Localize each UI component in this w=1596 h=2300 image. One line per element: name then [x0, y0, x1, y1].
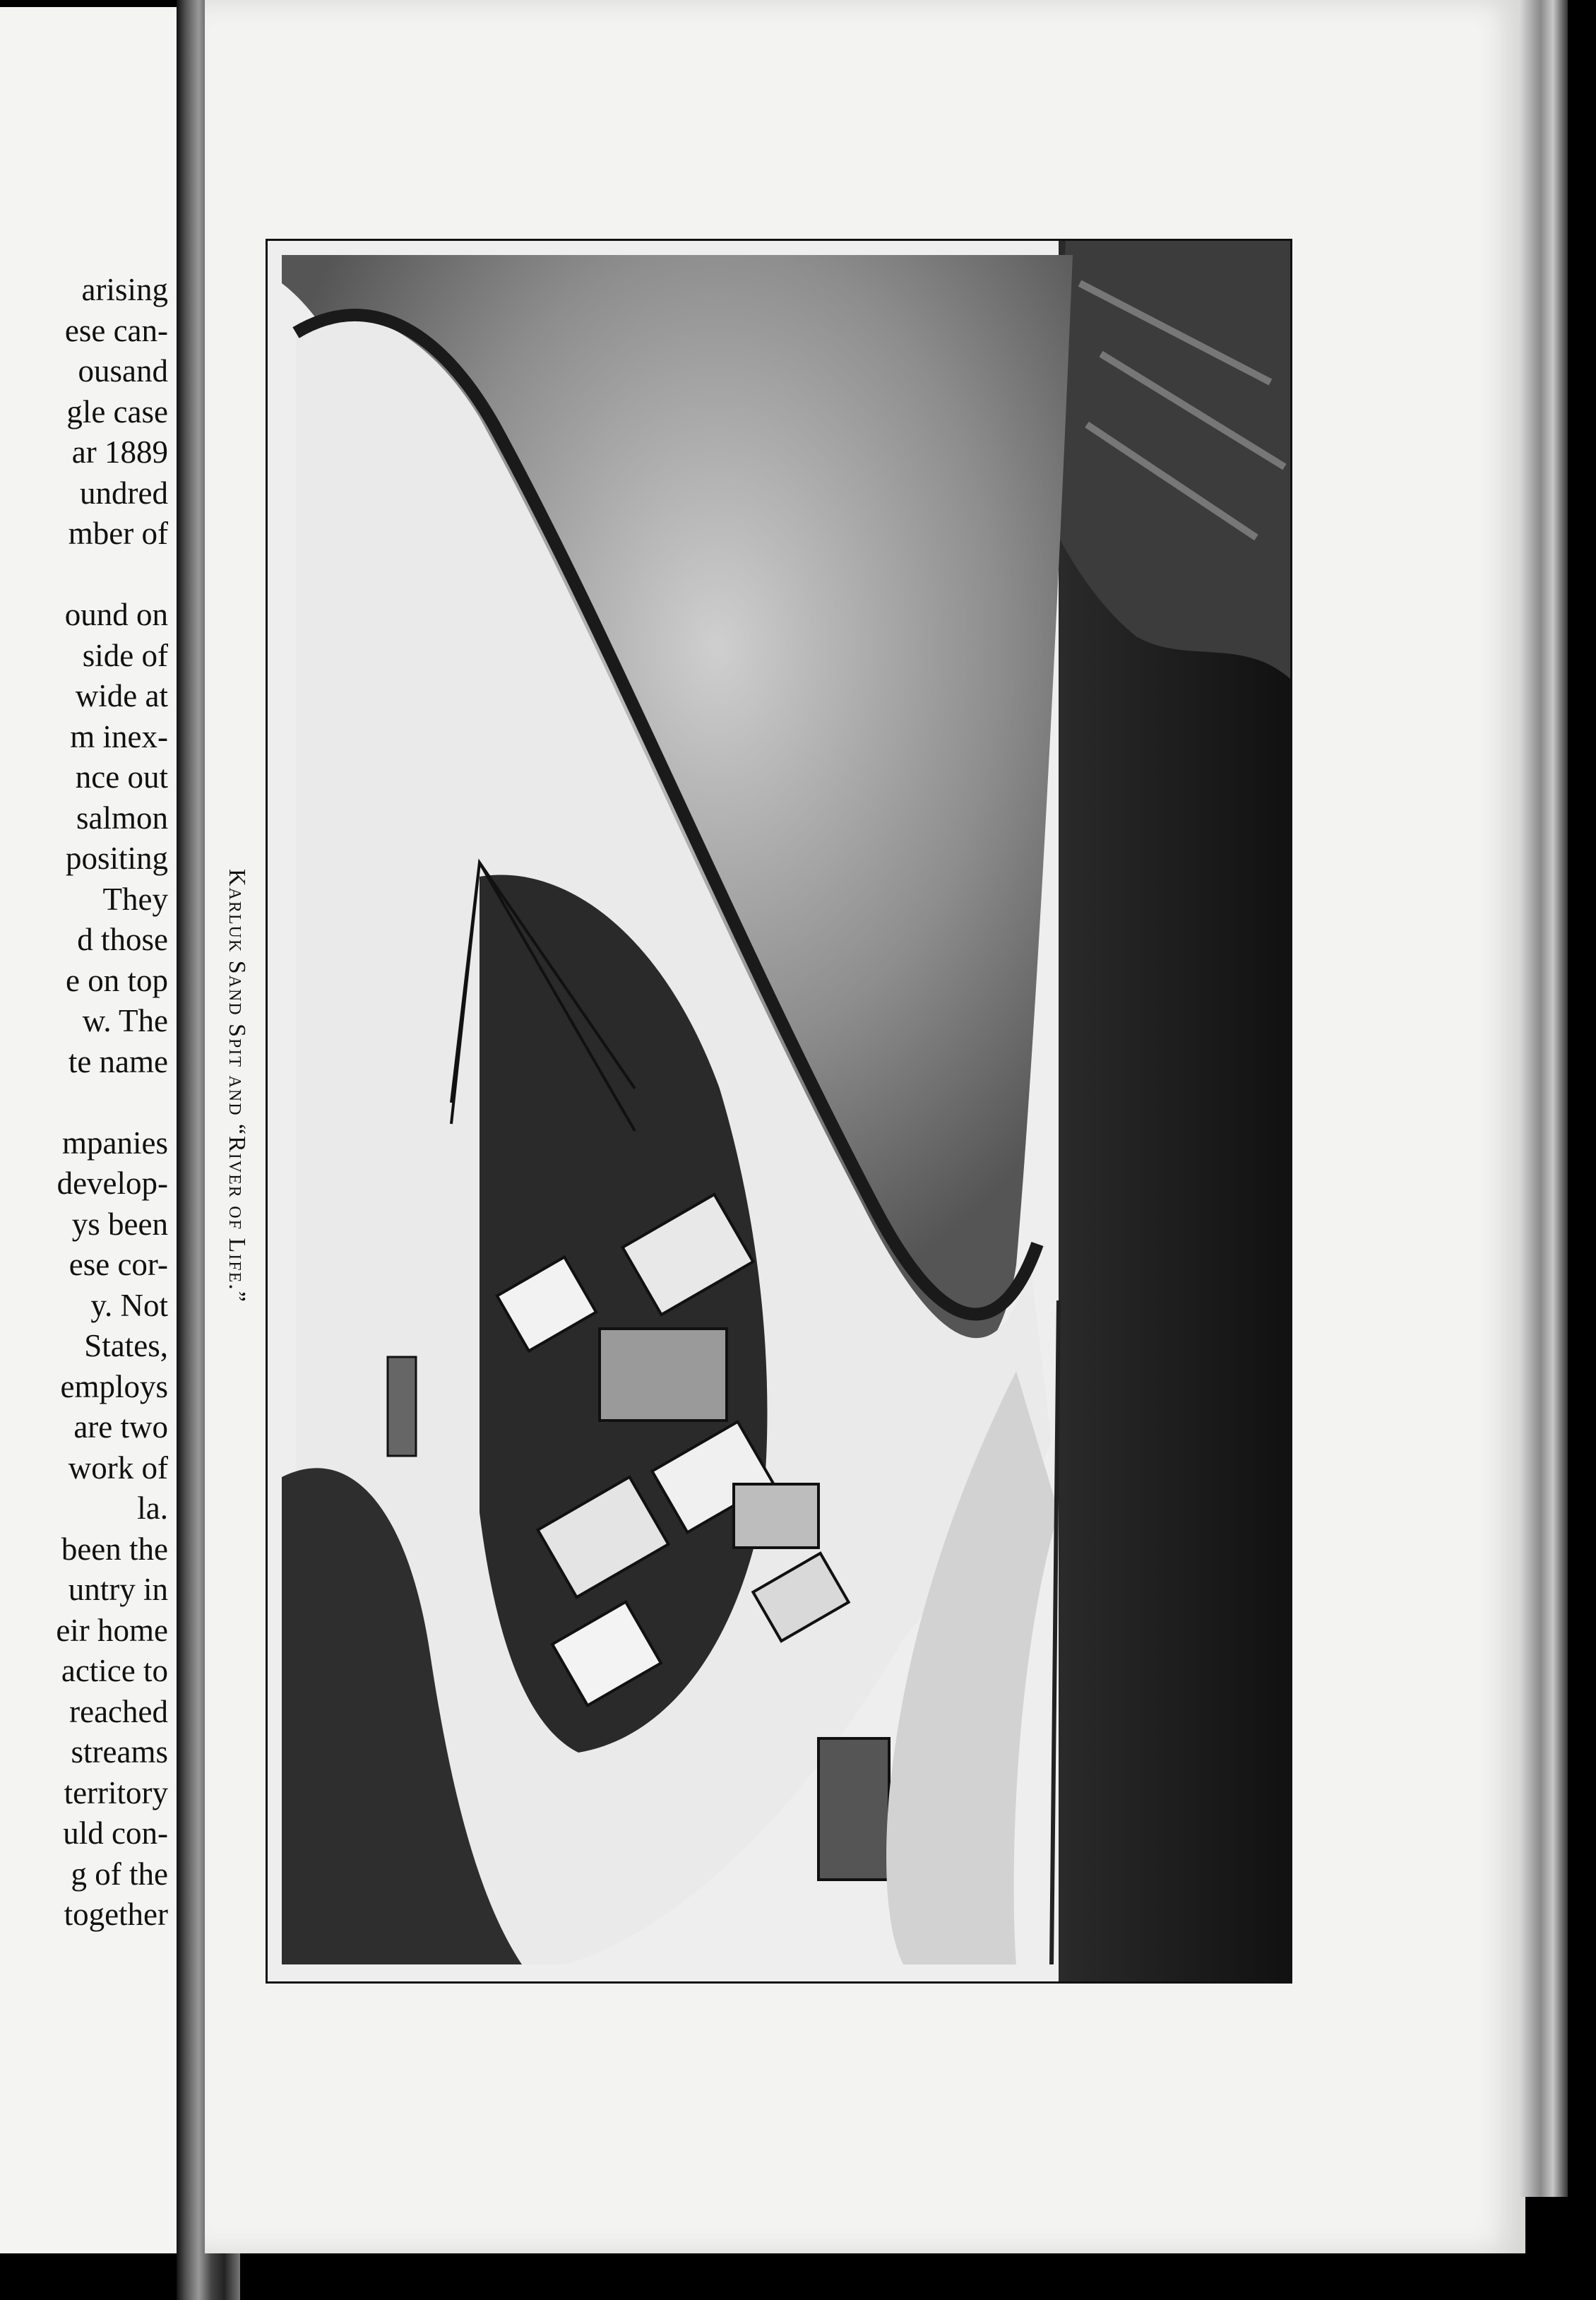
text-line: y. Not	[90, 1287, 168, 1323]
text-line: reached	[69, 1693, 168, 1729]
text-line: nce out	[75, 759, 168, 795]
text-line: ys been	[71, 1206, 168, 1242]
river-bank-line	[1052, 1300, 1059, 1964]
text-line: salmon	[76, 800, 168, 836]
text-line: w. The	[82, 1003, 168, 1038]
text-line: States,	[84, 1328, 168, 1363]
text-line: been the	[61, 1531, 168, 1567]
text-line: positing	[65, 841, 168, 876]
text-line: streams	[71, 1734, 168, 1770]
left-page-text	[56, 270, 168, 1936]
text-line	[56, 1082, 168, 1123]
text-line: la.	[137, 1490, 168, 1526]
text-line: gle case	[66, 393, 168, 429]
text-line: uld con-	[63, 1815, 168, 1851]
text-line: territory	[64, 1774, 168, 1810]
text-line: eir home	[56, 1612, 168, 1648]
text-line: develop-	[56, 1166, 168, 1201]
text-line: ound on	[64, 597, 168, 632]
text-line: side of	[82, 637, 168, 673]
plate-illustration	[268, 241, 1290, 1981]
plate-photo	[266, 239, 1292, 1984]
plate-caption: Karluk Sand Spit and “River of Life.”	[224, 869, 250, 1303]
left-page	[0, 7, 177, 2253]
text-line: work of	[68, 1450, 168, 1486]
page-edge	[1518, 0, 1568, 2197]
text-line: ese can-	[64, 312, 168, 348]
text-line: e on top	[66, 962, 168, 998]
text-line: are two	[73, 1409, 168, 1445]
text-line: ousand	[78, 353, 168, 389]
text-line: actice to	[61, 1653, 168, 1688]
text-line: ese cor-	[69, 1247, 168, 1282]
text-line: mpanies	[62, 1125, 168, 1161]
text-line: wide at	[75, 678, 168, 713]
text-line: employs	[60, 1368, 168, 1404]
text-line: g of the	[71, 1856, 168, 1892]
text-line: undred	[80, 475, 168, 511]
text-line: untry in	[68, 1572, 168, 1607]
text-line: They	[102, 881, 168, 917]
text-line	[56, 555, 168, 595]
text-line: mber of	[68, 516, 168, 551]
text-line: te name	[68, 1043, 168, 1079]
text-line: d those	[77, 922, 168, 957]
text-line: arising	[81, 272, 168, 307]
text-line: together	[64, 1897, 168, 1932]
text-line: ar 1889	[71, 434, 168, 470]
text-line: m inex-	[70, 718, 168, 754]
